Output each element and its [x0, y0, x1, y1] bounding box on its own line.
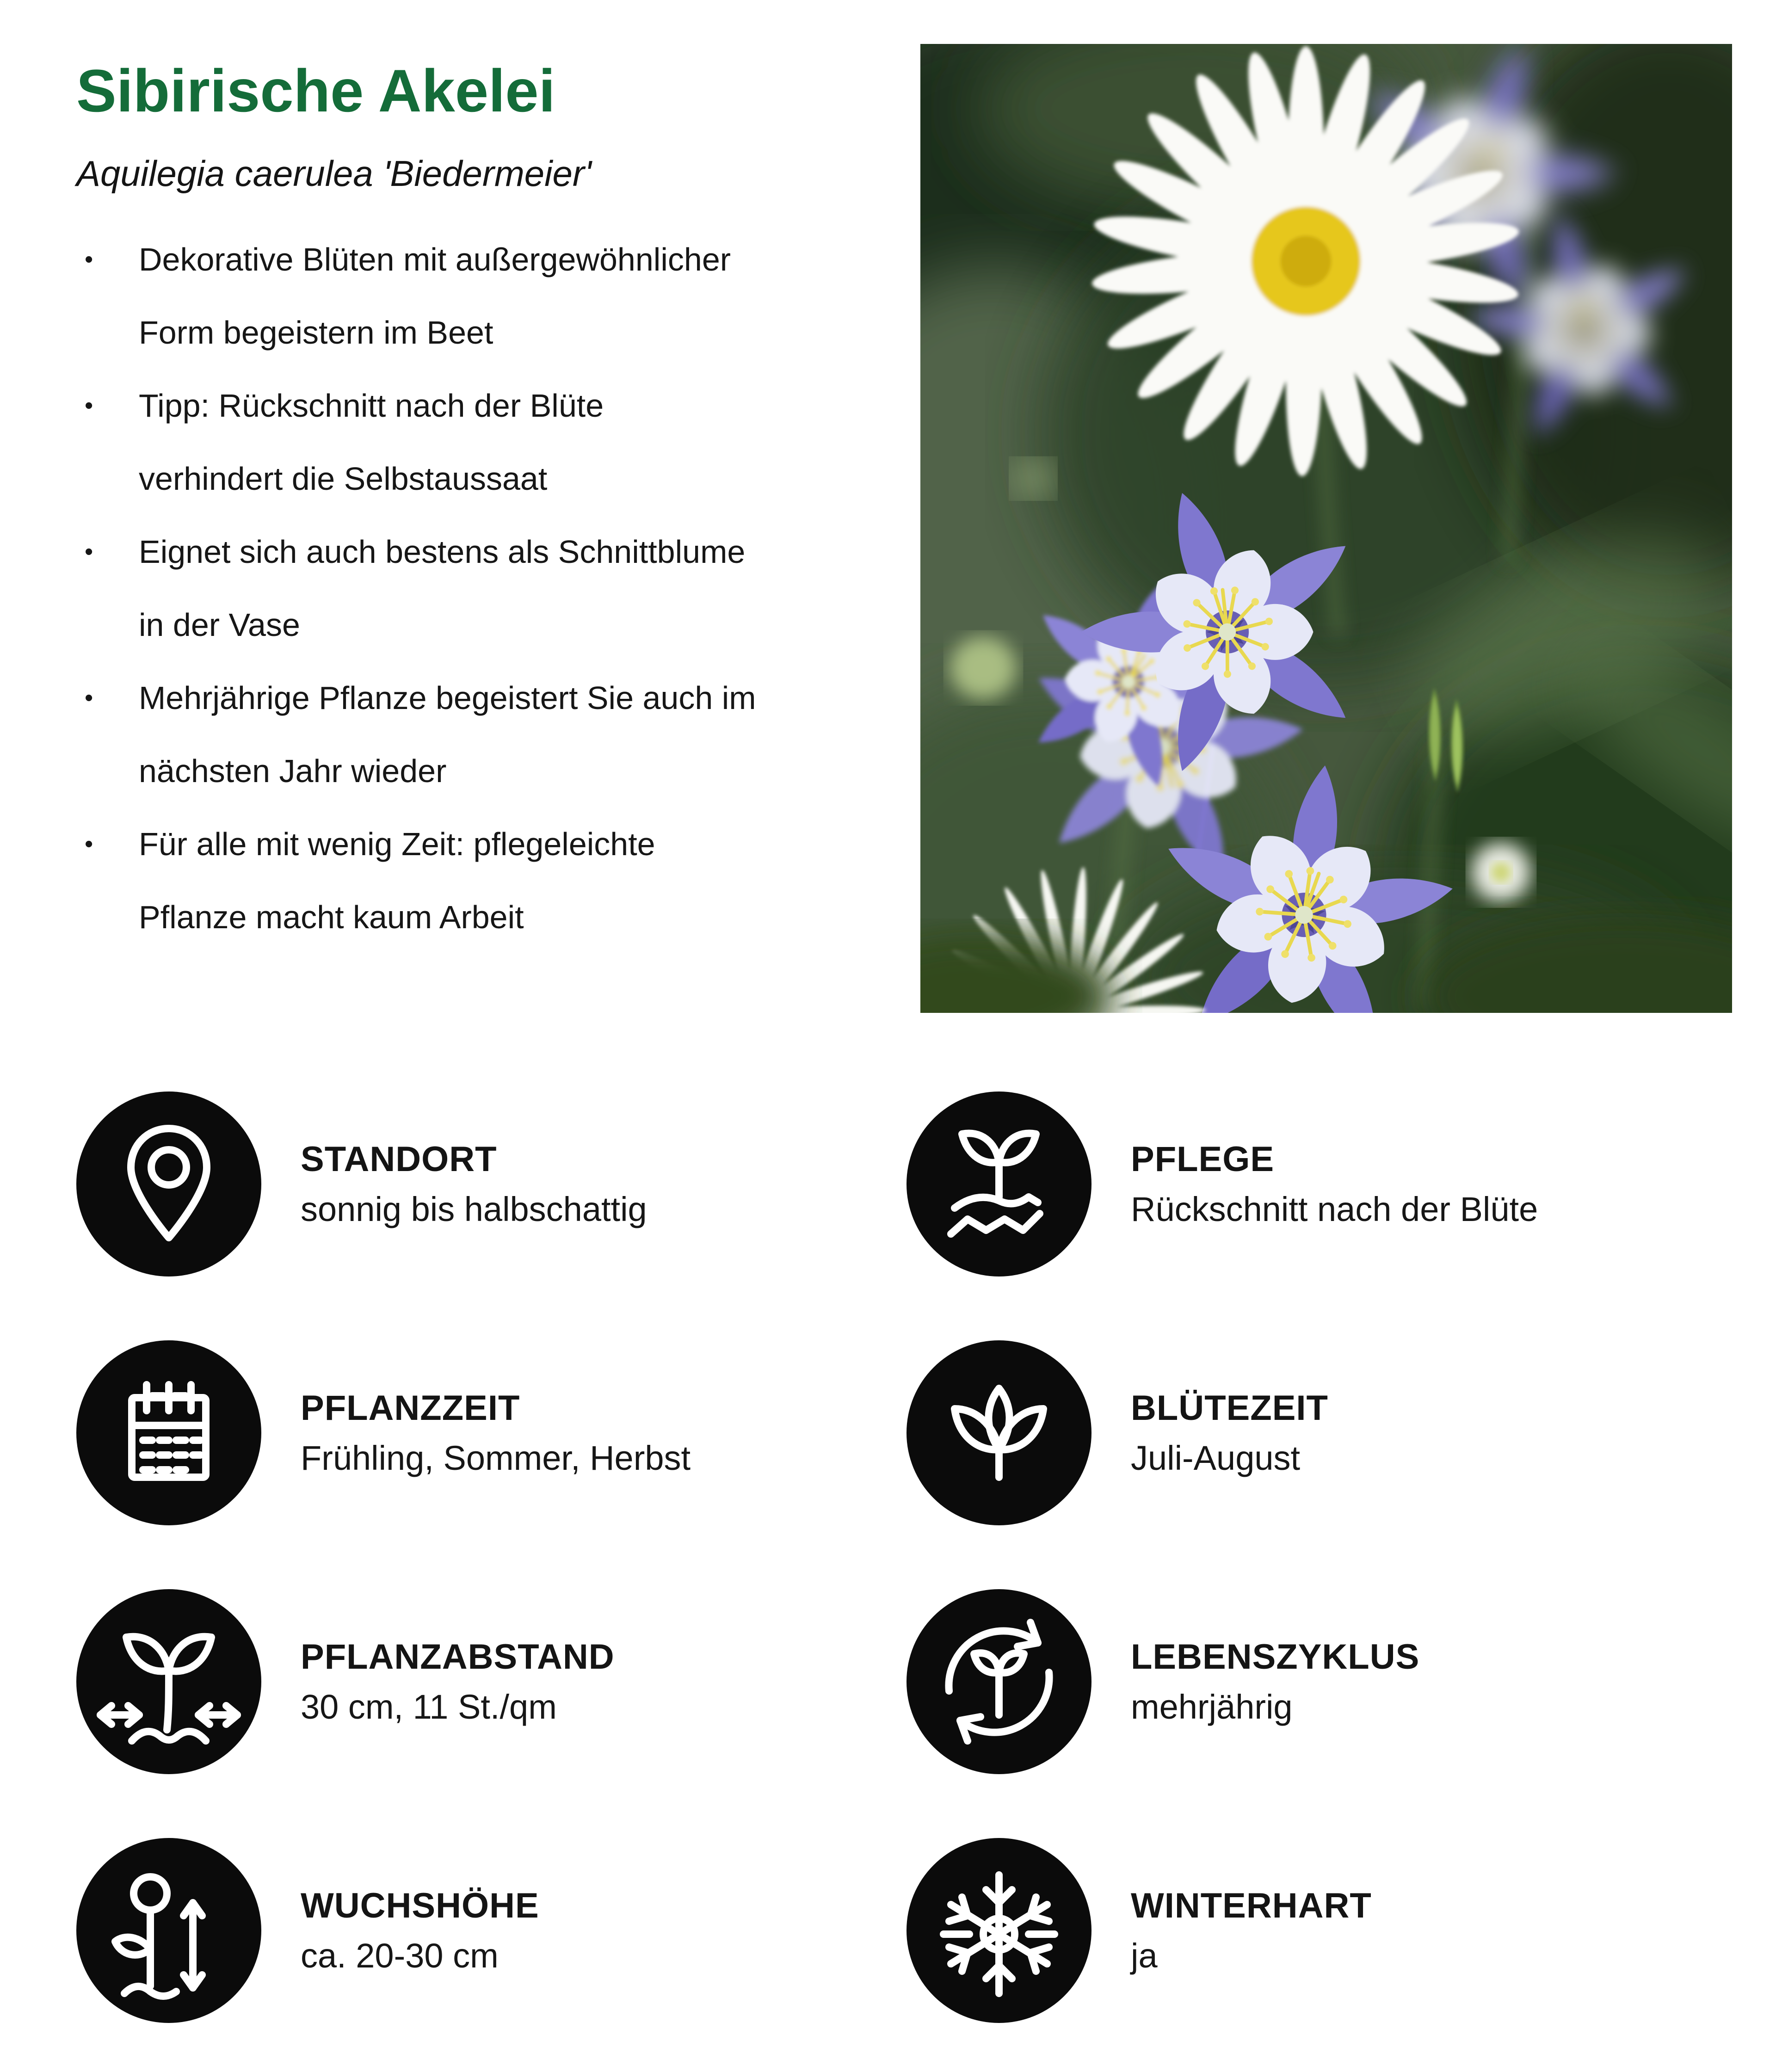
spec-label: STANDORT: [301, 1140, 497, 1179]
flower-photo-illustration: [920, 44, 1732, 1013]
bullet-item: • Tipp: Rückschnitt nach der Blüte verhindert die Selbstaussaat: [76, 369, 909, 515]
bullet-item: • Mehrjährige Pflanze begeistert Sie auch im nächsten Jahr wieder: [76, 661, 909, 808]
spec-label: BLÜTEZEIT: [1131, 1388, 1328, 1428]
spec-bluetezeit: [906, 1340, 1700, 1525]
spec-value: 30 cm, 11 St./qm: [301, 1688, 557, 1726]
spec-label: PFLANZABSTAND: [301, 1637, 615, 1677]
spec-value: Frühling, Sommer, Herbst: [301, 1439, 691, 1477]
spec-standort: [76, 1092, 906, 1276]
growth-height-icon: [76, 1838, 261, 2023]
spec-value: mehrjährig: [1131, 1688, 1293, 1726]
spec-pflanzzeit: [76, 1340, 906, 1525]
hand-plant-icon: [906, 1092, 1092, 1276]
spec-label: PFLANZZEIT: [301, 1388, 520, 1428]
spec-label: WUCHSHÖHE: [301, 1886, 539, 1925]
product-photo: [920, 44, 1732, 1013]
spec-pflanzabstand: [76, 1589, 906, 1774]
plant-spacing-icon: [76, 1589, 261, 1774]
bullet-item: • Dekorative Blüten mit außergewöhnlicher Form begeistern im Beet: [76, 223, 909, 369]
lifecycle-icon: [906, 1589, 1092, 1774]
snowflake-icon: [906, 1838, 1092, 2023]
spec-value: sonnig bis halbschattig: [301, 1190, 647, 1228]
bullet-item: • Eignet sich auch bestens als Schnittblume in der Vase: [76, 515, 909, 661]
spec-value: ca. 20-30 cm: [301, 1936, 499, 1975]
location-pin-icon: [76, 1092, 261, 1276]
calendar-icon: [76, 1340, 261, 1525]
plant-spec-grid: [76, 1092, 1700, 2023]
spec-label: WINTERHART: [1131, 1886, 1372, 1925]
botanical-name: Aquilegia caerulea 'Biedermeier': [76, 153, 592, 194]
spec-pflege: [906, 1092, 1700, 1276]
page-title: Sibirische Akelei: [76, 57, 555, 124]
bullet-item: • Für alle mit wenig Zeit: pflegeleichte Pflanze macht kaum Arbeit: [76, 808, 909, 954]
spec-value: Rückschnitt nach der Blüte: [1131, 1190, 1538, 1228]
spec-label: LEBENSZYKLUS: [1131, 1637, 1420, 1677]
spec-winterhart: [906, 1838, 1700, 2023]
spec-lebenszyklus: [906, 1589, 1700, 1774]
spec-wuchshoehe: [76, 1838, 906, 2023]
flower-icon: [906, 1340, 1092, 1525]
spec-label: PFLEGE: [1131, 1140, 1275, 1179]
spec-value: ja: [1131, 1936, 1158, 1975]
spec-value: Juli-August: [1131, 1439, 1301, 1477]
feature-bullet-list: [76, 223, 909, 954]
